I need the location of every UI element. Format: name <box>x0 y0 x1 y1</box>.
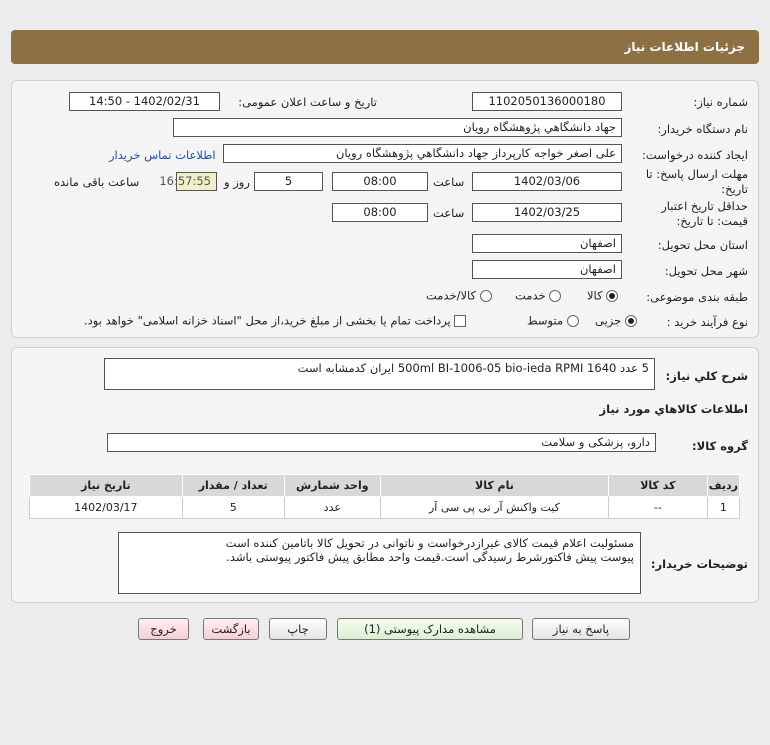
announce-datetime-label: تاریخ و ساعت اعلان عمومی: <box>238 95 377 109</box>
buyer-contact-link[interactable]: اطلاعات تماس خریدار <box>109 148 216 162</box>
cell-name: کیت واکنش آر تی پی سی آر <box>380 497 608 519</box>
deadline-time-field: 08:00 <box>332 172 428 191</box>
cell-code: -- <box>608 497 707 519</box>
days-label: روز و <box>224 175 250 189</box>
exit-button[interactable]: خروج <box>138 618 189 640</box>
goods-table <box>29 474 740 519</box>
requester-label: ایجاد کننده درخواست: <box>642 148 748 162</box>
buyer-notes-line-2: پیوست پیش فاکتورشرط رسیدگی است.قیمت واحد مطابق پیش فاکتور پیوستی باشد. <box>226 550 634 564</box>
announce-datetime-field: 1402/02/31 - 14:50 <box>69 92 220 111</box>
category-option-goods[interactable] <box>587 288 618 303</box>
column-header-code: کد کالا <box>608 475 707 497</box>
column-header-row: ردیف <box>707 475 739 497</box>
need-number-label: شماره نیاز: <box>693 95 748 109</box>
process-option-minor[interactable] <box>595 313 637 328</box>
process-option-medium[interactable] <box>527 313 579 328</box>
deadline-time-label: ساعت <box>433 175 465 189</box>
process-option-minor-label: جزیی <box>595 313 622 328</box>
page-title: جزئیات اطلاعات نیاز <box>624 40 745 54</box>
delivery-city-label: شهر محل تحویل: <box>664 264 748 278</box>
general-description-field: 5 عدد 500ml BI-1006-05 bio-ieda RPMI 1640 ایران کدمشابه است <box>104 358 655 390</box>
need-number-field: 1102050136000180 <box>472 92 622 111</box>
remaining-time-field: 16:57:55 <box>176 172 217 191</box>
print-button[interactable]: چاپ <box>269 618 327 640</box>
page-title-bar <box>11 30 759 64</box>
buyer-org-field: جهاد دانشگاهي پژوهشگاه رويان <box>173 118 622 137</box>
price-validity-label: حداقل تاریخ اعتبار قیمت: تا تاریخ: <box>661 199 748 228</box>
radio-selected-icon[interactable] <box>625 315 637 327</box>
requester-field: علی اصغر خواجه کارپرداز جهاد دانشگاهي پژوهشگاه رويان <box>223 144 622 163</box>
column-header-need-date: تاریخ نیاز <box>30 475 183 497</box>
category-option-goods-label: کالا <box>587 288 603 303</box>
buyer-org-label: نام دستگاه خریدار: <box>657 122 748 136</box>
category-option-goods-service[interactable] <box>426 288 492 303</box>
treasury-payment-label: پرداخت تمام یا بخشی از مبلغ خرید،از محل "اسناد خزانه اسلامی" خواهد بود. <box>84 313 451 328</box>
category-option-service-label: خدمت <box>515 288 546 303</box>
category-label: طبقه بندی موضوعی: <box>646 290 748 304</box>
process-option-medium-label: متوسط <box>527 313 564 328</box>
category-option-service[interactable] <box>515 288 561 303</box>
price-validity-time-label: ساعت <box>433 206 465 220</box>
reply-to-need-button[interactable]: پاسخ به نیاز <box>532 618 630 640</box>
column-header-name: نام کالا <box>380 475 608 497</box>
general-description-label: شرح کلي نياز: <box>665 369 748 383</box>
goods-section-title: اطلاعات کالاهاي مورد نياز <box>599 402 748 416</box>
goods-group-label: گروه کالا: <box>692 439 748 453</box>
category-option-goods-service-label: کالا/خدمت <box>426 288 477 303</box>
delivery-province-label: استان محل تحویل: <box>657 238 748 252</box>
column-header-unit: واحد شمارش <box>284 475 380 497</box>
treasury-payment-option[interactable] <box>84 313 466 328</box>
cell-row: 1 <box>707 497 739 519</box>
price-validity-time-field: 08:00 <box>332 203 428 222</box>
delivery-city-field: اصفهان <box>472 260 622 279</box>
cell-unit: عدد <box>284 497 380 519</box>
radio-selected-icon[interactable] <box>606 290 618 302</box>
delivery-province-field: اصفهان <box>472 234 622 253</box>
remaining-time-label: ساعت باقی مانده <box>54 175 140 189</box>
view-attachments-button[interactable]: مشاهده مدارک پیوستی (1) <box>337 618 523 640</box>
cell-need-date: 1402/03/17 <box>30 497 183 519</box>
deadline-label: مهلت ارسال پاسخ: تا تاریخ: <box>645 167 748 196</box>
column-header-quantity: تعداد / مقدار <box>182 475 284 497</box>
remaining-days-field: 5 <box>254 172 323 191</box>
cell-quantity: 5 <box>182 497 284 519</box>
radio-icon[interactable] <box>567 315 579 327</box>
radio-icon[interactable] <box>480 290 492 302</box>
back-button[interactable]: بازگشت <box>203 618 259 640</box>
price-validity-date-field: 1402/03/25 <box>472 203 622 222</box>
buyer-notes-line-1: مسئولیت اعلام قیمت کالای غیرازدرخواست و ناتوانی در تحویل کالا باتامین کننده است <box>225 536 634 550</box>
buyer-notes-field <box>118 532 641 594</box>
purchase-process-label: نوع فرآیند خرید : <box>666 315 748 329</box>
buyer-notes-label: توضیحات خریدار: <box>650 557 748 571</box>
radio-icon[interactable] <box>549 290 561 302</box>
goods-group-field: دارو، پزشکی و سلامت <box>107 433 656 452</box>
deadline-date-field: 1402/03/06 <box>472 172 622 191</box>
checkbox-icon[interactable] <box>454 315 466 327</box>
table-row <box>30 497 740 519</box>
goods-table-header <box>30 475 740 497</box>
